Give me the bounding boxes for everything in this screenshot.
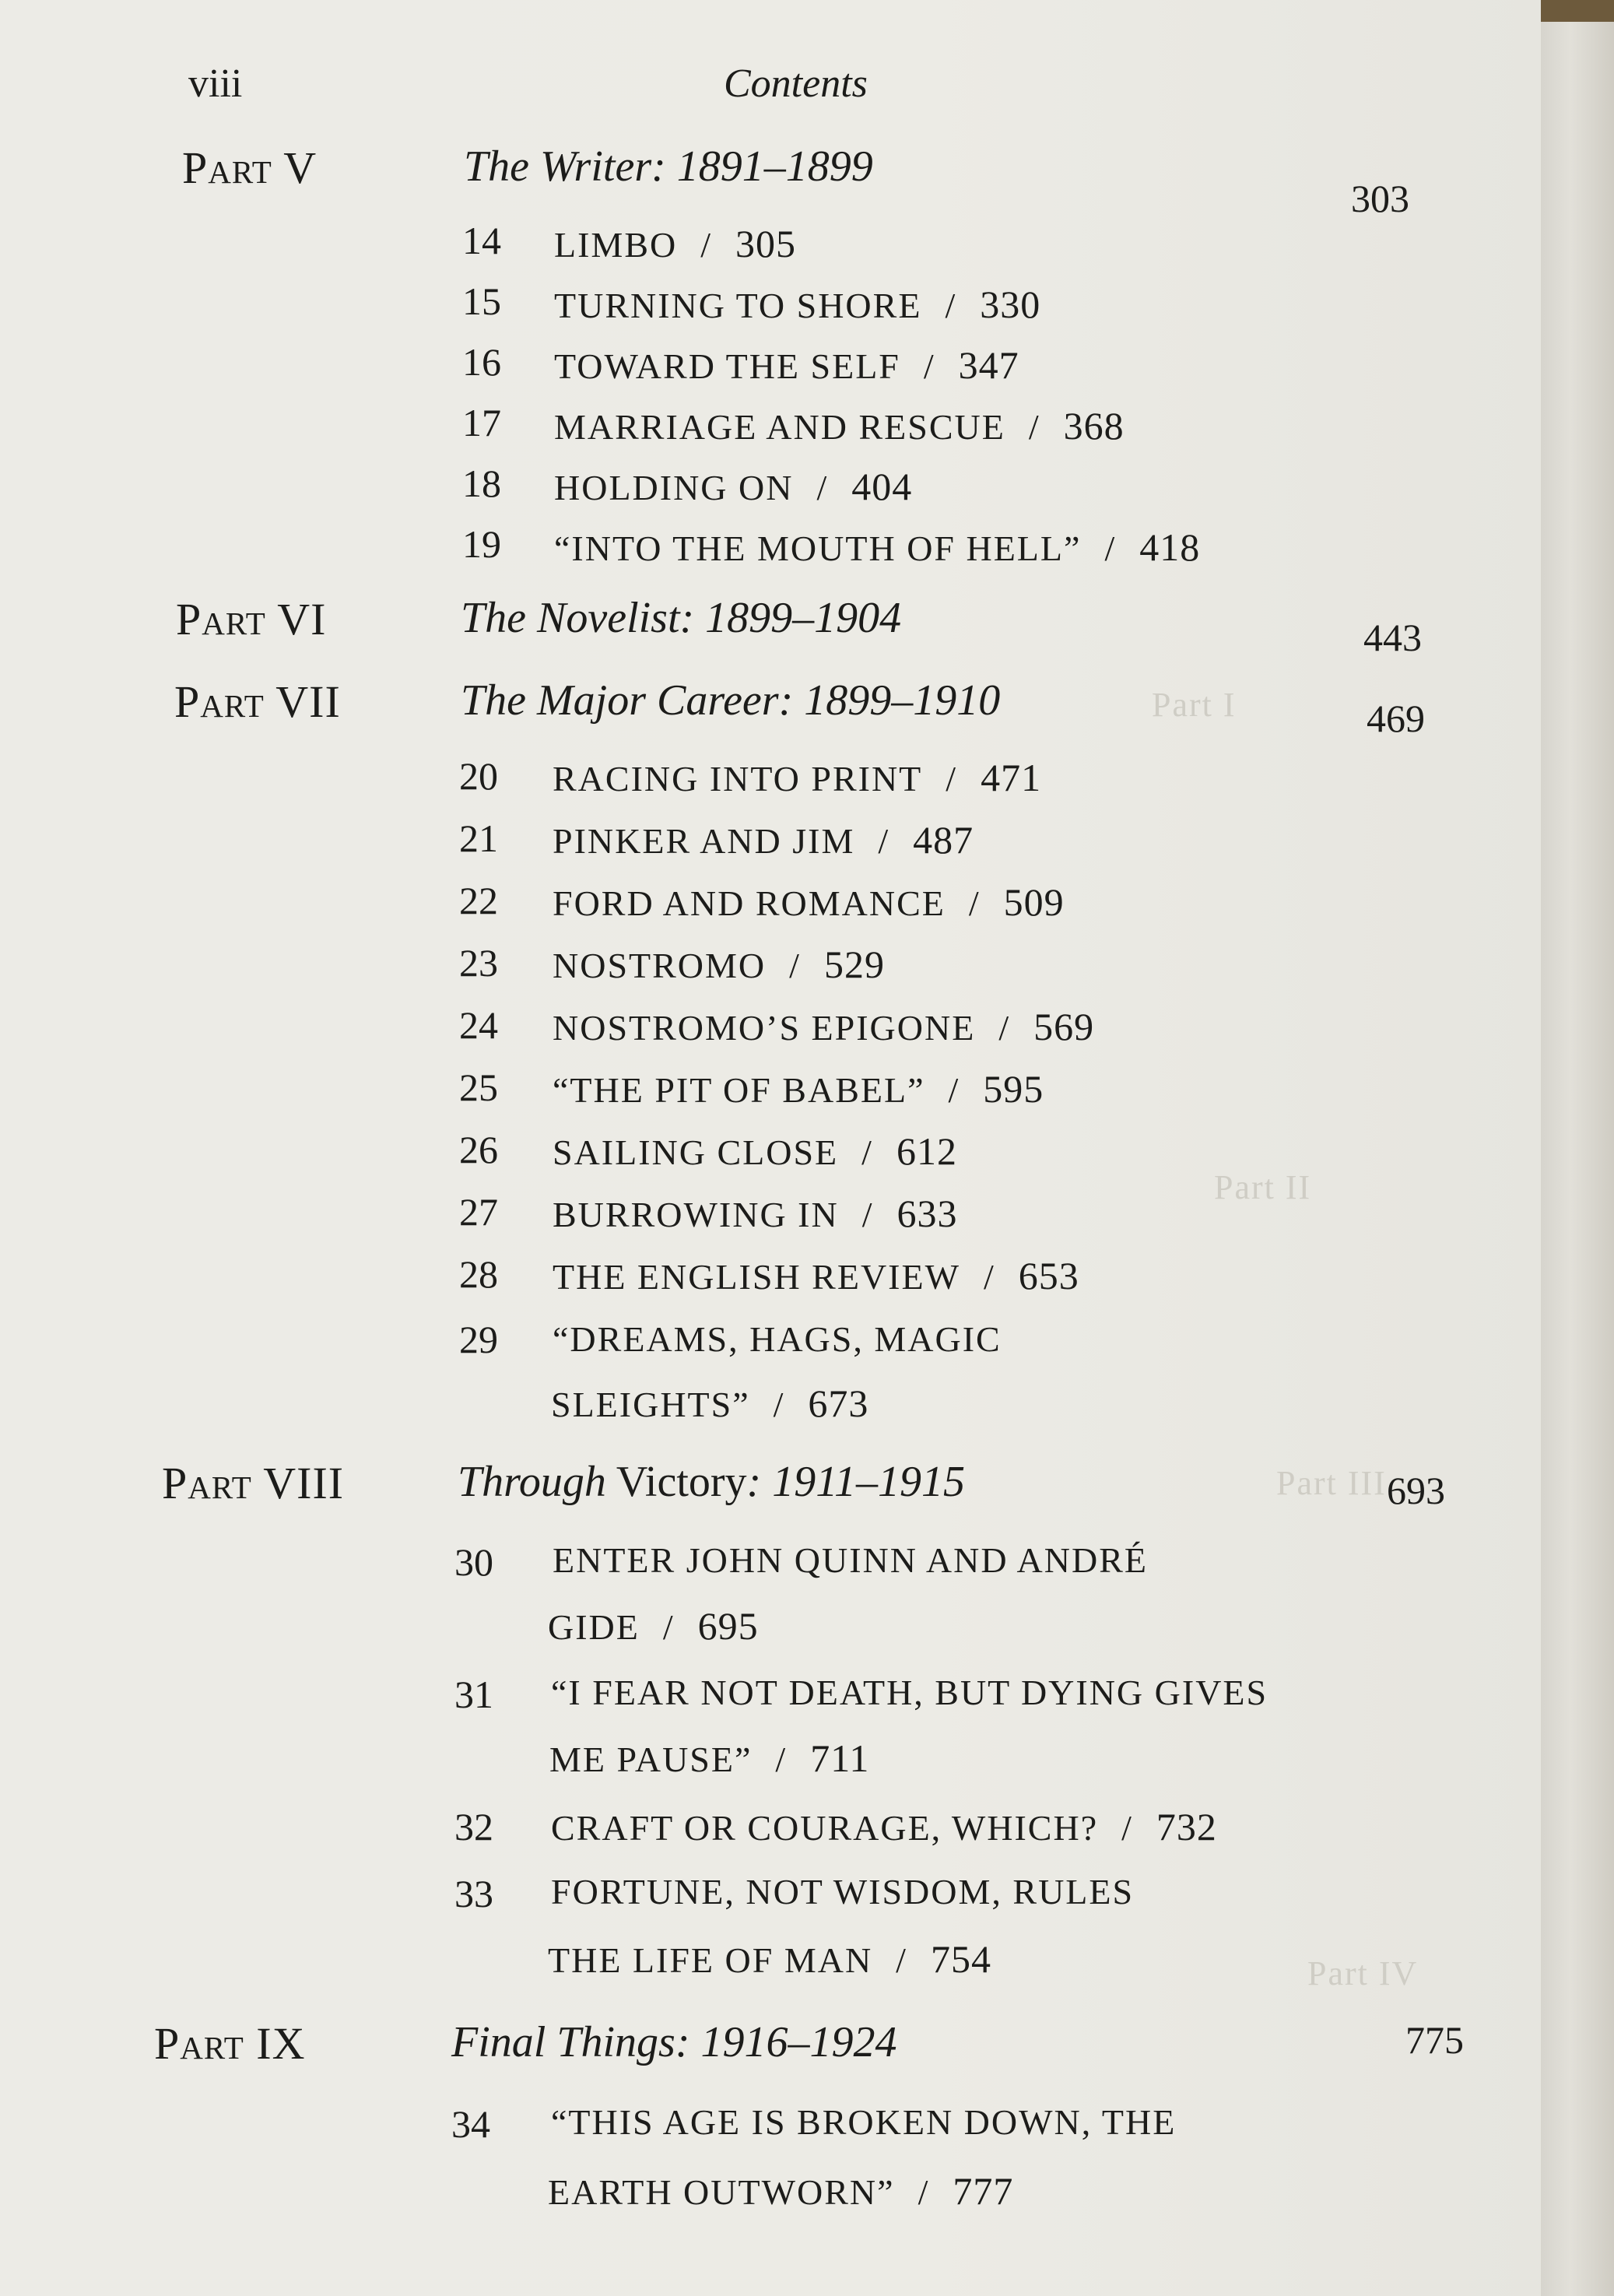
separator: / bbox=[998, 1008, 1011, 1048]
part-label: Part V bbox=[182, 142, 318, 193]
chapter-title-line: “THIS AGE IS BROKEN DOWN, THE bbox=[551, 2102, 1177, 2142]
chapter-title: EARTH OUTWORN” bbox=[548, 2172, 895, 2212]
chapter-number: 20 bbox=[459, 754, 498, 798]
chapter-page-number: 569 bbox=[1033, 1005, 1095, 1048]
chapter-title: THE LIFE OF MAN bbox=[548, 1940, 873, 1980]
separator: / bbox=[861, 1195, 874, 1234]
chapter-title-line bbox=[553, 1004, 1094, 1049]
chapter-page-number: 347 bbox=[958, 343, 1019, 387]
chapter-title-line bbox=[553, 942, 885, 987]
chapter-title-line bbox=[553, 1066, 1044, 1111]
chapter-title-line bbox=[548, 2168, 1013, 2213]
part-label: Part VIII bbox=[162, 1458, 345, 1508]
separator: / bbox=[1028, 407, 1040, 447]
chapter-title-line: “DREAMS, HAGS, MAGIC bbox=[553, 1319, 1002, 1359]
chapter-page-number: 509 bbox=[1003, 880, 1065, 924]
table-surface bbox=[1541, 0, 1614, 22]
chapter-number: 22 bbox=[459, 879, 498, 922]
separator: / bbox=[773, 1385, 785, 1424]
adjacent-page-edge bbox=[1541, 0, 1614, 2296]
chapter-title: LIMBO bbox=[554, 225, 678, 265]
running-title: Contents bbox=[724, 61, 868, 106]
separator: / bbox=[662, 1607, 675, 1647]
chapter-page-number: 732 bbox=[1156, 1805, 1217, 1848]
chapter-page-number: 612 bbox=[896, 1129, 957, 1173]
part-title-roman: Victory bbox=[605, 1458, 747, 1506]
separator: / bbox=[1104, 528, 1117, 568]
chapter-number: 32 bbox=[454, 1805, 493, 1848]
chapter-number: 29 bbox=[459, 1318, 498, 1361]
chapter-page-number: 653 bbox=[1018, 1254, 1079, 1297]
part-title: The Novelist: 1899–1904 bbox=[461, 594, 902, 642]
page-number: viii bbox=[188, 61, 243, 106]
chapter-title: NOSTROMO’S EPIGONE bbox=[553, 1008, 976, 1048]
chapter-title-line: FORTUNE, NOT WISDOM, RULES bbox=[551, 1872, 1135, 1912]
chapter-number: 19 bbox=[462, 522, 501, 566]
separator: / bbox=[878, 821, 890, 861]
separator: / bbox=[918, 2172, 930, 2212]
part-title: Final Things: 1916–1924 bbox=[451, 2018, 897, 2066]
chapter-title: THE ENGLISH REVIEW bbox=[553, 1257, 961, 1297]
chapter-title-line bbox=[553, 1191, 957, 1236]
show-through-text: Part II bbox=[1214, 1168, 1312, 1206]
separator: / bbox=[984, 1257, 995, 1297]
chapter-number: 23 bbox=[459, 941, 498, 985]
show-through-text: Part IV bbox=[1307, 1954, 1419, 1992]
chapter-page-number: 673 bbox=[808, 1381, 869, 1425]
chapter-title: ME PAUSE” bbox=[549, 1740, 753, 1779]
chapter-title: SAILING CLOSE bbox=[553, 1132, 839, 1172]
chapter-title: MARRIAGE AND RESCUE bbox=[554, 407, 1005, 447]
chapter-number: 34 bbox=[451, 2102, 490, 2146]
chapter-page-number: 487 bbox=[913, 818, 974, 862]
chapter-page-number: 777 bbox=[953, 2169, 1014, 2213]
separator: / bbox=[896, 1940, 907, 1980]
chapter-title-line bbox=[548, 1603, 759, 1648]
chapter-page-number: 595 bbox=[983, 1067, 1044, 1111]
show-through-text: Part III bbox=[1276, 1464, 1387, 1502]
part-heading bbox=[0, 2017, 1541, 2080]
chapter-title-line bbox=[554, 342, 1019, 388]
part-title: The Writer: 1891–1899 bbox=[464, 142, 873, 191]
part-heading bbox=[0, 593, 1541, 659]
chapter-number: 24 bbox=[459, 1003, 498, 1047]
separator: / bbox=[1121, 1808, 1133, 1848]
chapter-title: TURNING TO SHORE bbox=[554, 286, 922, 325]
chapter-title-line bbox=[549, 1736, 869, 1781]
chapter-title: BURROWING IN bbox=[553, 1195, 839, 1234]
part-page-number: 775 bbox=[1405, 2018, 1464, 2062]
chapter-title-line bbox=[551, 1381, 868, 1426]
part-title: The Major Career: 1899–1910 bbox=[461, 676, 1001, 725]
chapter-page-number: 404 bbox=[851, 465, 913, 508]
running-header bbox=[0, 61, 1541, 115]
chapter-title: “THE PIT OF BABEL” bbox=[553, 1070, 925, 1110]
chapter-title-line bbox=[551, 1804, 1217, 1849]
chapter-title-line bbox=[553, 1253, 1079, 1298]
chapter-title: TOWARD THE SELF bbox=[554, 346, 900, 386]
part-heading bbox=[0, 142, 1541, 220]
separator: / bbox=[700, 225, 713, 265]
chapter-page-number: 418 bbox=[1139, 525, 1201, 569]
show-through-text: Part I bbox=[1152, 686, 1237, 724]
chapter-title-line bbox=[554, 403, 1125, 448]
chapter-title-line bbox=[553, 1129, 957, 1174]
chapter-number: 14 bbox=[462, 219, 501, 262]
chapter-number: 21 bbox=[459, 816, 498, 860]
chapter-title-line bbox=[553, 879, 1065, 925]
separator: / bbox=[789, 946, 801, 985]
chapter-number: 27 bbox=[459, 1190, 498, 1234]
chapter-title: GIDE bbox=[548, 1607, 640, 1647]
part-title-italic: Through bbox=[458, 1458, 606, 1506]
chapter-page-number: 330 bbox=[980, 283, 1041, 326]
chapter-number: 15 bbox=[462, 279, 501, 323]
chapter-title-line bbox=[553, 755, 1041, 800]
chapter-title: RACING INTO PRINT bbox=[553, 759, 923, 799]
chapter-page-number: 754 bbox=[930, 1937, 991, 1981]
chapter-number: 28 bbox=[459, 1252, 498, 1296]
separator: / bbox=[945, 286, 957, 325]
chapter-title: “INTO THE MOUTH OF HELL” bbox=[554, 528, 1082, 568]
separator: / bbox=[948, 1070, 960, 1110]
chapter-page-number: 633 bbox=[896, 1192, 958, 1235]
chapter-number: 16 bbox=[462, 340, 501, 384]
part-title-dates: : 1911–1915 bbox=[746, 1458, 966, 1506]
part-label: Part IX bbox=[154, 2018, 306, 2069]
chapter-title-line bbox=[554, 282, 1040, 327]
chapter-number: 17 bbox=[462, 401, 501, 444]
chapter-title: PINKER AND JIM bbox=[553, 821, 855, 861]
separator: / bbox=[816, 468, 829, 507]
chapter-title: NOSTROMO bbox=[553, 946, 767, 985]
part-page-number: 693 bbox=[1387, 1469, 1445, 1512]
chapter-title-line bbox=[553, 817, 974, 862]
part-label: Part VI bbox=[176, 594, 327, 644]
chapter-title: CRAFT OR COURAGE, WHICH? bbox=[551, 1808, 1099, 1848]
chapter-page-number: 695 bbox=[697, 1604, 759, 1648]
part-heading bbox=[0, 676, 1541, 738]
chapter-title-line bbox=[554, 464, 912, 509]
part-page-number: 469 bbox=[1367, 697, 1425, 740]
part-label: Part VII bbox=[174, 676, 341, 727]
chapter-page-number: 305 bbox=[735, 222, 797, 265]
chapter-title-line bbox=[554, 221, 796, 266]
separator: / bbox=[861, 1132, 873, 1172]
chapter-title-line: “I FEAR NOT DEATH, BUT DYING GIVES bbox=[551, 1673, 1268, 1712]
chapter-number: 31 bbox=[454, 1673, 493, 1716]
chapter-title-line: ENTER JOHN QUINN AND ANDRÉ bbox=[553, 1540, 1148, 1580]
part-title bbox=[458, 1457, 965, 1507]
separator: / bbox=[775, 1740, 788, 1779]
separator: / bbox=[946, 759, 958, 799]
chapter-title: HOLDING ON bbox=[554, 468, 794, 507]
separator: / bbox=[968, 883, 981, 923]
chapter-page-number: 711 bbox=[810, 1736, 870, 1780]
part-page-number: 303 bbox=[1351, 177, 1409, 220]
chapter-page-number: 471 bbox=[981, 756, 1042, 799]
chapter-title: FORD AND ROMANCE bbox=[553, 883, 946, 923]
chapter-number: 18 bbox=[462, 462, 501, 505]
chapter-number: 30 bbox=[454, 1540, 493, 1584]
chapter-title-line bbox=[548, 1936, 991, 1982]
part-page-number: 443 bbox=[1363, 616, 1422, 659]
chapter-number: 25 bbox=[459, 1065, 498, 1109]
chapter-title: SLEIGHTS” bbox=[551, 1385, 750, 1424]
chapter-page-number: 529 bbox=[823, 943, 885, 986]
chapter-title-line bbox=[554, 525, 1200, 570]
chapter-number: 33 bbox=[454, 1872, 493, 1915]
chapter-number: 26 bbox=[459, 1128, 498, 1171]
separator: / bbox=[923, 346, 935, 386]
chapter-page-number: 368 bbox=[1063, 404, 1125, 448]
part-heading bbox=[0, 1457, 1541, 1519]
